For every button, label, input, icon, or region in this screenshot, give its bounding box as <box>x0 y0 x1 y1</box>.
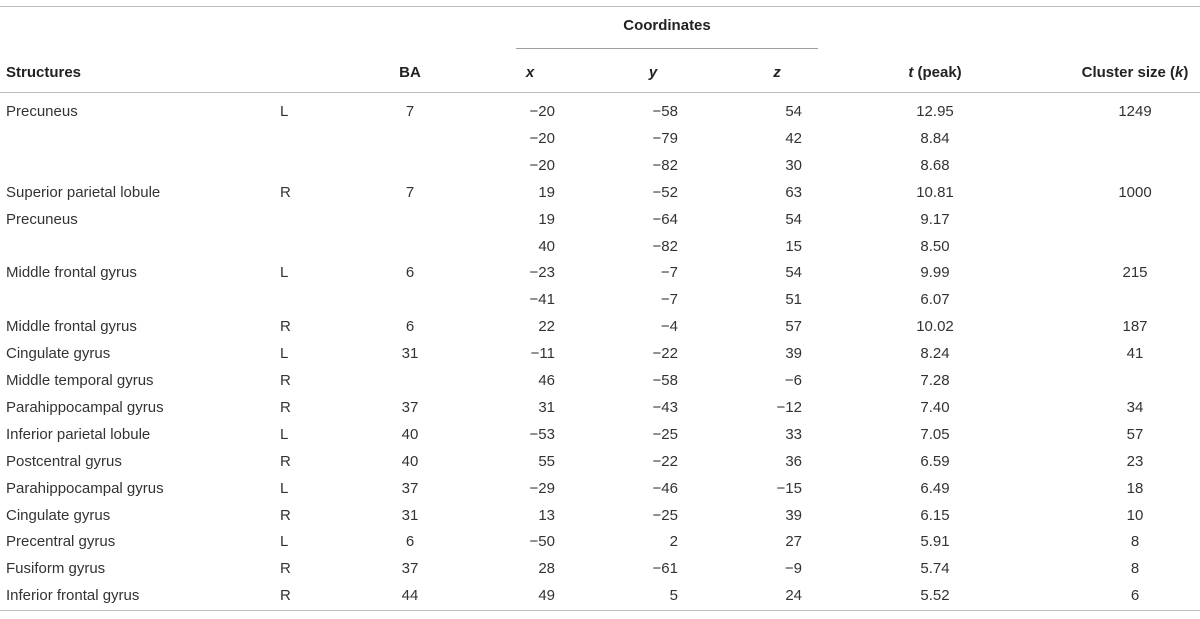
t-peak-cell: 5.52 <box>920 587 950 604</box>
hemisphere-cell: R <box>280 453 291 470</box>
t-peak-cell: 9.17 <box>920 211 950 228</box>
t-peak-cell: 12.95 <box>916 103 954 120</box>
ba-cell: 7 <box>405 184 415 201</box>
z-coordinate-cell: 24 <box>785 587 802 604</box>
x-coordinate-cell: 31 <box>538 399 555 416</box>
t-peak-cell: 5.74 <box>920 560 950 577</box>
hemisphere-cell: R <box>280 372 291 389</box>
structure-cell: Precentral gyrus <box>6 533 116 550</box>
structure-cell: Middle temporal gyrus <box>6 372 154 389</box>
hemisphere-cell: L <box>280 480 289 497</box>
t-peak-cell: 8.50 <box>920 238 950 255</box>
t-peak-cell: 8.84 <box>920 130 950 147</box>
structure-cell: Precuneus <box>6 211 78 228</box>
y-coordinate-cell: −25 <box>652 426 678 443</box>
hemisphere-cell: R <box>280 507 291 524</box>
header-x: x <box>525 64 535 81</box>
t-peak-cell: 10.02 <box>916 318 954 335</box>
header-z: z <box>773 64 781 81</box>
structure-cell: Middle frontal gyrus <box>6 318 137 335</box>
x-coordinate-cell: −11 <box>530 345 555 362</box>
x-coordinate-cell: 28 <box>538 560 555 577</box>
z-coordinate-cell: 15 <box>785 238 802 255</box>
coordinates-underline <box>516 48 818 49</box>
structure-cell: Postcentral gyrus <box>6 453 122 470</box>
z-coordinate-cell: 39 <box>785 507 802 524</box>
hemisphere-cell: L <box>280 103 289 120</box>
cluster-size-cell: 187 <box>1122 318 1148 335</box>
z-coordinate-cell: −9 <box>784 560 802 577</box>
t-peak-cell: 5.91 <box>920 533 950 550</box>
t-peak-cell: 7.40 <box>920 399 950 416</box>
z-coordinate-cell: −6 <box>784 372 802 389</box>
t-peak-cell: 6.07 <box>920 291 950 308</box>
cluster-size-cell: 6 <box>1130 587 1140 604</box>
ba-cell: 31 <box>401 507 419 524</box>
x-coordinate-cell: −20 <box>529 103 555 120</box>
y-coordinate-cell: −64 <box>652 211 678 228</box>
cluster-size-cell: 18 <box>1126 480 1144 497</box>
hemisphere-cell: R <box>280 399 291 416</box>
ba-cell: 44 <box>401 587 419 604</box>
header-k-suffix: ) <box>1183 64 1189 81</box>
x-coordinate-cell: −20 <box>529 130 555 147</box>
x-coordinate-cell: 46 <box>538 372 555 389</box>
header-k-symbol: k <box>1175 64 1184 81</box>
z-coordinate-cell: 36 <box>785 453 802 470</box>
cluster-size-cell: 1000 <box>1118 184 1152 201</box>
y-coordinate-cell: −82 <box>652 157 678 174</box>
top-rule <box>0 6 1200 7</box>
y-coordinate-cell: −82 <box>652 238 678 255</box>
ba-cell: 40 <box>401 426 419 443</box>
x-coordinate-cell: 55 <box>538 453 555 470</box>
y-coordinate-cell: −46 <box>652 480 678 497</box>
structure-cell: Parahippocampal gyrus <box>6 399 164 416</box>
header-t-label: (peak) <box>913 64 962 81</box>
t-peak-cell: 10.81 <box>916 184 954 201</box>
hemisphere-cell: L <box>280 345 289 362</box>
cluster-size-cell: 41 <box>1126 345 1144 362</box>
x-coordinate-cell: −20 <box>529 157 555 174</box>
z-coordinate-cell: −15 <box>776 480 802 497</box>
structure-cell: Cingulate gyrus <box>6 345 111 362</box>
cluster-size-cell: 57 <box>1126 426 1144 443</box>
structure-cell: Cingulate gyrus <box>6 507 111 524</box>
structure-cell: Superior parietal lobule <box>6 184 161 201</box>
ba-cell: 7 <box>405 103 415 120</box>
header-t-symbol: t <box>908 64 914 81</box>
z-coordinate-cell: 63 <box>785 184 802 201</box>
y-coordinate-cell: −58 <box>652 103 678 120</box>
y-coordinate-cell: −22 <box>652 345 678 362</box>
cluster-size-cell: 8 <box>1130 560 1140 577</box>
z-coordinate-cell: 39 <box>785 345 802 362</box>
y-coordinate-cell: −7 <box>660 291 678 308</box>
z-coordinate-cell: −12 <box>776 399 802 416</box>
cluster-size-cell: 10 <box>1126 507 1144 524</box>
cluster-size-cell: 34 <box>1126 399 1144 416</box>
structure-cell: Fusiform gyrus <box>6 560 106 577</box>
cluster-size-cell: 1249 <box>1118 103 1152 120</box>
header-structures: Structures <box>6 64 82 81</box>
x-coordinate-cell: 22 <box>538 318 555 335</box>
z-coordinate-cell: 51 <box>785 291 802 308</box>
header-cluster-size <box>1075 64 1195 82</box>
ba-cell: 37 <box>401 399 419 416</box>
x-coordinate-cell: −53 <box>529 426 555 443</box>
ba-cell: 6 <box>405 264 415 281</box>
ba-cell: 40 <box>401 453 419 470</box>
y-coordinate-cell: −25 <box>652 507 678 524</box>
z-coordinate-cell: 54 <box>785 103 802 120</box>
t-peak-cell: 6.15 <box>920 507 950 524</box>
ba-cell: 6 <box>405 318 415 335</box>
z-coordinate-cell: 33 <box>785 426 802 443</box>
x-coordinate-cell: 13 <box>538 507 555 524</box>
cluster-size-cell: 8 <box>1130 533 1140 550</box>
y-coordinate-cell: 2 <box>669 533 678 550</box>
y-coordinate-cell: −58 <box>652 372 678 389</box>
x-coordinate-cell: −29 <box>529 480 555 497</box>
x-coordinate-cell: −50 <box>529 533 555 550</box>
bottom-rule <box>0 610 1200 611</box>
hemisphere-cell: R <box>280 184 291 201</box>
hemisphere-cell: R <box>280 587 291 604</box>
x-coordinate-cell: −41 <box>529 291 555 308</box>
t-peak-cell: 6.49 <box>920 480 950 497</box>
z-coordinate-cell: 54 <box>785 264 802 281</box>
z-coordinate-cell: 27 <box>785 533 802 550</box>
cluster-size-cell: 215 <box>1122 264 1148 281</box>
x-coordinate-cell: 19 <box>538 211 555 228</box>
t-peak-cell: 8.24 <box>920 345 950 362</box>
structure-cell: Inferior parietal lobule <box>6 426 151 443</box>
header-t-peak <box>900 64 970 82</box>
header-k-prefix: Cluster size ( <box>1081 64 1176 81</box>
ba-cell: 6 <box>405 533 415 550</box>
header-ba: BA <box>399 64 421 81</box>
y-coordinate-cell: 5 <box>669 587 678 604</box>
y-coordinate-cell: −7 <box>660 264 678 281</box>
y-coordinate-cell: −61 <box>652 560 678 577</box>
z-coordinate-cell: 57 <box>785 318 802 335</box>
t-peak-cell: 7.28 <box>920 372 950 389</box>
hemisphere-cell: L <box>280 533 289 550</box>
x-coordinate-cell: −23 <box>529 264 555 281</box>
t-peak-cell: 7.05 <box>920 426 950 443</box>
y-coordinate-cell: −79 <box>652 130 678 147</box>
z-coordinate-cell: 30 <box>785 157 802 174</box>
y-coordinate-cell: −43 <box>652 399 678 416</box>
y-coordinate-cell: −22 <box>652 453 678 470</box>
header-y: y <box>648 64 658 81</box>
ba-cell: 37 <box>401 560 419 577</box>
structure-cell: Inferior frontal gyrus <box>6 587 140 604</box>
z-coordinate-cell: 42 <box>785 130 802 147</box>
header-rule <box>0 92 1200 93</box>
x-coordinate-cell: 49 <box>538 587 555 604</box>
y-coordinate-cell: −4 <box>660 318 678 335</box>
z-coordinate-cell: 54 <box>785 211 802 228</box>
t-peak-cell: 6.59 <box>920 453 950 470</box>
x-coordinate-cell: 19 <box>538 184 555 201</box>
hemisphere-cell: L <box>280 426 289 443</box>
t-peak-cell: 8.68 <box>920 157 950 174</box>
x-coordinate-cell: 40 <box>538 238 555 255</box>
structure-cell: Precuneus <box>6 103 78 120</box>
y-coordinate-cell: −52 <box>652 184 678 201</box>
cluster-size-cell: 23 <box>1126 453 1144 470</box>
ba-cell: 37 <box>401 480 419 497</box>
t-peak-cell: 9.99 <box>920 264 950 281</box>
hemisphere-cell: R <box>280 318 291 335</box>
coordinates-header: Coordinates <box>623 17 711 34</box>
hemisphere-cell: L <box>280 264 289 281</box>
structure-cell: Parahippocampal gyrus <box>6 480 164 497</box>
hemisphere-cell: R <box>280 560 291 577</box>
ba-cell: 31 <box>401 345 419 362</box>
structure-cell: Middle frontal gyrus <box>6 264 137 281</box>
